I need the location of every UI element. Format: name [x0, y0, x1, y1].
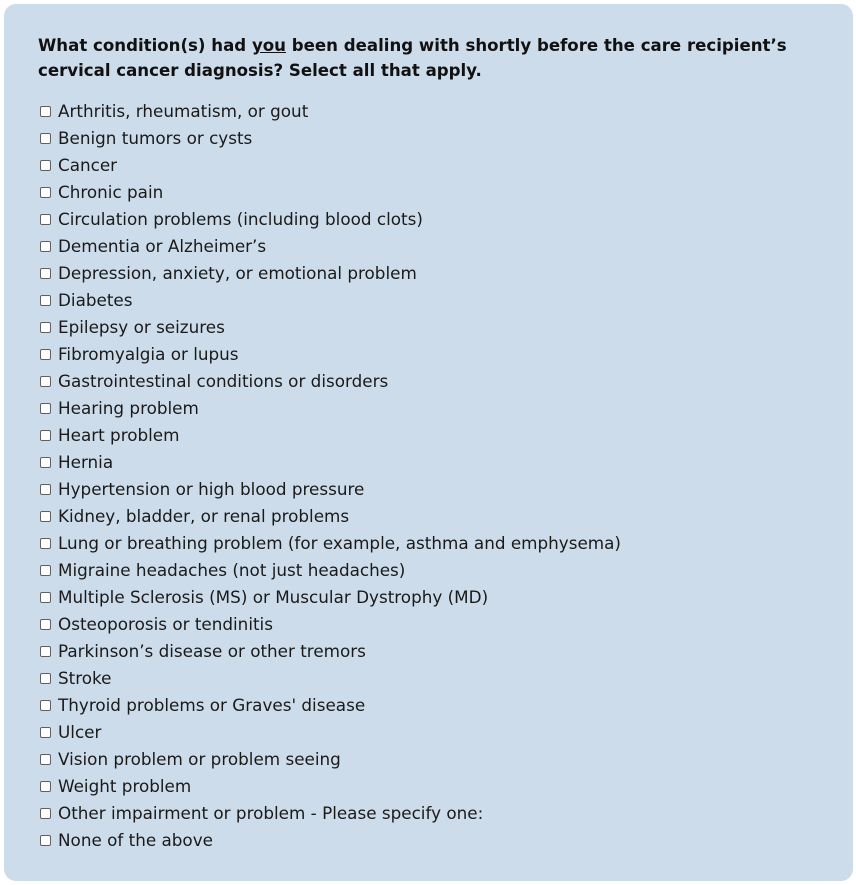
option-label: None of the above [58, 830, 213, 850]
option-label: Depression, anxiety, or emotional problem [58, 263, 417, 283]
option-migraine[interactable] [38, 557, 819, 584]
checkbox[interactable] [40, 835, 51, 846]
checkbox[interactable] [40, 538, 51, 549]
option-label: Hernia [58, 452, 114, 472]
checkbox[interactable] [40, 700, 51, 711]
checkbox[interactable] [40, 619, 51, 630]
option-fibromyalgia[interactable] [38, 341, 819, 368]
question-panel [4, 4, 853, 881]
checkbox[interactable] [40, 241, 51, 252]
checkbox[interactable] [40, 322, 51, 333]
option-diabetes[interactable] [38, 287, 819, 314]
option-hypertension[interactable] [38, 476, 819, 503]
checkbox[interactable] [40, 214, 51, 225]
option-label: Osteoporosis or tendinitis [58, 614, 273, 634]
option-label: Hearing problem [58, 398, 199, 418]
checkbox[interactable] [40, 511, 51, 522]
checkbox[interactable] [40, 430, 51, 441]
option-label: Fibromyalgia or lupus [58, 344, 239, 364]
option-label: Kidney, bladder, or renal problems [58, 506, 350, 526]
checkbox[interactable] [40, 808, 51, 819]
question-text [38, 33, 819, 83]
option-weight[interactable] [38, 773, 819, 800]
checkbox[interactable] [40, 295, 51, 306]
option-benign-tumors[interactable] [38, 125, 819, 152]
option-label: Diabetes [58, 290, 133, 310]
option-label: Weight problem [58, 776, 192, 796]
checkbox[interactable] [40, 592, 51, 603]
checkbox[interactable] [40, 403, 51, 414]
option-chronic-pain[interactable] [38, 179, 819, 206]
question-text-after: been dealing with shortly before the care recipient’s cervical cancer diagnosis? Select all that apply. [38, 36, 787, 80]
option-label: Migraine headaches (not just headaches) [58, 560, 406, 580]
option-depression[interactable] [38, 260, 819, 287]
question-emphasis: you [251, 36, 286, 55]
option-thyroid[interactable] [38, 692, 819, 719]
option-label: Benign tumors or cysts [58, 128, 253, 148]
option-arthritis[interactable] [38, 98, 819, 125]
checkbox[interactable] [40, 754, 51, 765]
option-label: Gastrointestinal conditions or disorders [58, 371, 389, 391]
checkbox[interactable] [40, 376, 51, 387]
options-list [38, 98, 819, 854]
option-label: Dementia or Alzheimer’s [58, 236, 267, 256]
checkbox[interactable] [40, 187, 51, 198]
option-label: Parkinson’s disease or other tremors [58, 641, 366, 661]
option-label: Circulation problems (including blood clots) [58, 209, 423, 229]
option-stroke[interactable] [38, 665, 819, 692]
question-text-before: What condition(s) had [38, 36, 252, 55]
option-ms-md[interactable] [38, 584, 819, 611]
checkbox[interactable] [40, 565, 51, 576]
option-label: Cancer [58, 155, 118, 175]
checkbox[interactable] [40, 484, 51, 495]
option-label: Other impairment or problem - Please specify one: [58, 803, 484, 823]
option-osteoporosis[interactable] [38, 611, 819, 638]
option-label: Ulcer [58, 722, 102, 742]
option-lung[interactable] [38, 530, 819, 557]
checkbox[interactable] [40, 349, 51, 360]
checkbox[interactable] [40, 106, 51, 117]
option-circulation[interactable] [38, 206, 819, 233]
option-none[interactable] [38, 827, 819, 854]
option-vision[interactable] [38, 746, 819, 773]
option-label: Arthritis, rheumatism, or gout [58, 101, 309, 121]
option-heart[interactable] [38, 422, 819, 449]
checkbox[interactable] [40, 268, 51, 279]
checkbox[interactable] [40, 727, 51, 738]
option-label: Heart problem [58, 425, 180, 445]
option-parkinsons[interactable] [38, 638, 819, 665]
option-gastrointestinal[interactable] [38, 368, 819, 395]
option-hernia[interactable] [38, 449, 819, 476]
checkbox[interactable] [40, 160, 51, 171]
option-hearing[interactable] [38, 395, 819, 422]
option-ulcer[interactable] [38, 719, 819, 746]
checkbox[interactable] [40, 457, 51, 468]
checkbox[interactable] [40, 673, 51, 684]
option-label: Thyroid problems or Graves' disease [58, 695, 366, 715]
checkbox[interactable] [40, 133, 51, 144]
option-label: Epilepsy or seizures [58, 317, 225, 337]
option-other[interactable] [38, 800, 819, 827]
option-cancer[interactable] [38, 152, 819, 179]
option-label: Hypertension or high blood pressure [58, 479, 365, 499]
option-kidney[interactable] [38, 503, 819, 530]
option-label: Lung or breathing problem (for example, asthma and emphysema) [58, 533, 621, 553]
checkbox[interactable] [40, 781, 51, 792]
option-epilepsy[interactable] [38, 314, 819, 341]
option-label: Chronic pain [58, 182, 164, 202]
option-label: Multiple Sclerosis (MS) or Muscular Dystrophy (MD) [58, 587, 489, 607]
option-dementia[interactable] [38, 233, 819, 260]
checkbox[interactable] [40, 646, 51, 657]
option-label: Vision problem or problem seeing [58, 749, 341, 769]
option-label: Stroke [58, 668, 112, 688]
